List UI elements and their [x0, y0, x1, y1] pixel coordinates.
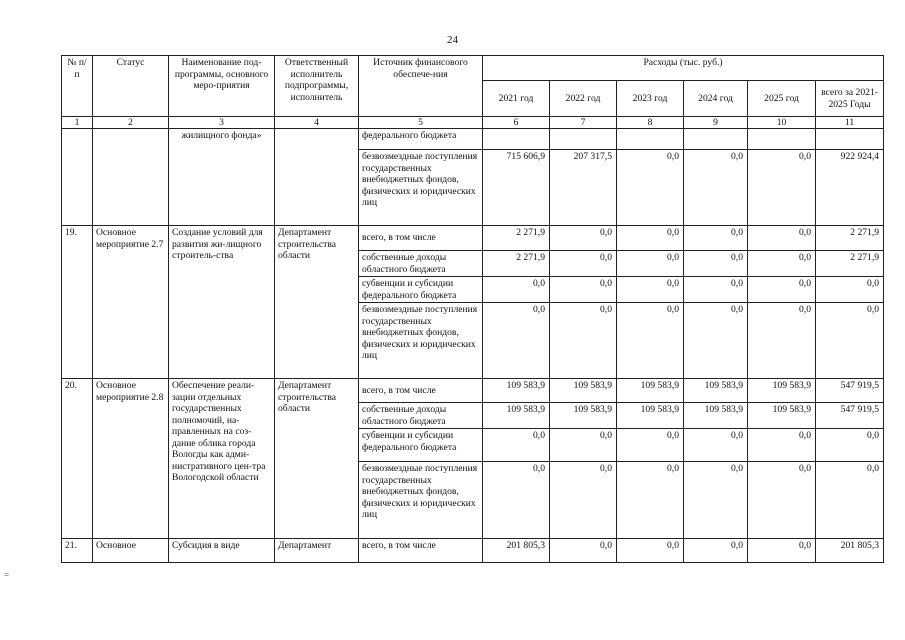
header-year-2022: 2022 год [550, 81, 617, 117]
cell-value: 207 317,5 [550, 150, 617, 226]
cell-value: 0,0 [617, 539, 684, 563]
table-row [62, 379, 884, 403]
cell-source: федерального бюджета [359, 129, 483, 150]
header-total: всего за 2021-2025 Годы [816, 81, 884, 117]
cell-value: 0,0 [816, 303, 884, 379]
cell-value: 0,0 [684, 539, 748, 563]
cell-value: 109 583,9 [483, 379, 550, 403]
cell-value: 0,0 [550, 303, 617, 379]
header-year-2023: 2023 год [617, 81, 684, 117]
cell-value: 109 583,9 [617, 379, 684, 403]
cell-value: 0,0 [684, 226, 748, 251]
cell-value: 547 919,5 [816, 379, 884, 403]
cell-source: собственные доходы областного бюджета [359, 251, 483, 277]
header-no: № п/п [62, 56, 93, 117]
cell-value: 0,0 [684, 251, 748, 277]
header-status: Статус [93, 56, 169, 117]
table-body [62, 129, 884, 563]
cell-no [62, 129, 93, 226]
cell-source: субвенции и субсидии федерального бюджета [359, 277, 483, 303]
header-year-2021: 2021 год [483, 81, 550, 117]
cell-value: 0,0 [617, 277, 684, 303]
cell-status [93, 129, 169, 226]
cell-value: 0,0 [483, 277, 550, 303]
col-number: 7 [550, 117, 617, 129]
cell-no: 19. [62, 226, 93, 379]
cell-value: 109 583,9 [550, 403, 617, 429]
cell-value: 0,0 [617, 150, 684, 226]
cell-value: 0,0 [617, 429, 684, 462]
cell-no: 21. [62, 539, 93, 563]
cell-value: 109 583,9 [748, 403, 816, 429]
cell-value: 0,0 [748, 462, 816, 539]
cell-value: 109 583,9 [550, 379, 617, 403]
cell-name: Обеспечение реали-зации отдельных государственных полномочий, на-правленных на соз-дание облика города Вологды как адми-нистративного цен-тра Вологодской области [169, 379, 275, 539]
cell-no: 20. [62, 379, 93, 539]
cell-value: 0,0 [550, 539, 617, 563]
cell-value [550, 129, 617, 150]
cell-status: Основное мероприятие 2.8 [93, 379, 169, 539]
table-row [62, 226, 884, 251]
cell-value: 0,0 [748, 429, 816, 462]
table-row [62, 539, 884, 563]
col-number: 5 [359, 117, 483, 129]
cell-value: 0,0 [816, 429, 884, 462]
cell-status: Основное [93, 539, 169, 563]
cell-name: Создание условий для развития жи-лищного строитель-ства [169, 226, 275, 379]
cell-value: 0,0 [617, 251, 684, 277]
cell-name: Субсидия в виде [169, 539, 275, 563]
header-source: Источник финансового обеспече-ния [359, 56, 483, 117]
col-number: 1 [62, 117, 93, 129]
cell-value: 0,0 [748, 251, 816, 277]
col-number: 8 [617, 117, 684, 129]
cell-value: 715 606,9 [483, 150, 550, 226]
cell-value: 2 271,9 [816, 251, 884, 277]
col-number: 3 [169, 117, 275, 129]
cell-value: 0,0 [748, 539, 816, 563]
cell-value: 0,0 [483, 462, 550, 539]
cell-value: 0,0 [550, 251, 617, 277]
cell-value: 0,0 [684, 462, 748, 539]
cell-responsible [275, 129, 359, 226]
cell-value: 109 583,9 [617, 403, 684, 429]
cell-source: субвенции и субсидии федерального бюджета [359, 429, 483, 462]
cell-value: 0,0 [617, 462, 684, 539]
cell-value: 0,0 [483, 429, 550, 462]
cell-source: безвозмездные поступления государственных внебюджетных фондов, физических и юридических лиц [359, 462, 483, 539]
cell-source: всего, в том числе [359, 379, 483, 403]
expenses-table-container [61, 55, 884, 563]
cell-value: 0,0 [684, 303, 748, 379]
cell-value: 0,0 [483, 303, 550, 379]
cell-source: безвозмездные поступления государственных внебюджетных фондов, физических и юридических лиц [359, 150, 483, 226]
cell-value: 0,0 [684, 429, 748, 462]
header-name: Наименование под-программы, основного меро-приятия [169, 56, 275, 117]
cell-value [816, 129, 884, 150]
cell-value: 0,0 [748, 226, 816, 251]
cell-value: 0,0 [748, 277, 816, 303]
cell-name: жилищного фонда» [169, 129, 275, 226]
cell-value: 201 805,3 [483, 539, 550, 563]
cell-value: 0,0 [550, 462, 617, 539]
cell-value: 0,0 [816, 462, 884, 539]
col-number: 2 [93, 117, 169, 129]
cell-value [483, 129, 550, 150]
cell-value: 109 583,9 [684, 379, 748, 403]
cell-value: 109 583,9 [684, 403, 748, 429]
page-number: 24 [447, 34, 458, 46]
cell-value: 0,0 [550, 226, 617, 251]
header-expenses: Расходы (тыс. руб.) [483, 56, 884, 81]
col-number: 9 [684, 117, 748, 129]
col-number: 4 [275, 117, 359, 129]
col-number: 6 [483, 117, 550, 129]
col-number: 11 [816, 117, 884, 129]
cell-value: 2 271,9 [483, 251, 550, 277]
header-responsible: Ответственный исполнитель подпрограммы, исполнитель [275, 56, 359, 117]
cell-value: 2 271,9 [483, 226, 550, 251]
cell-responsible: Департамент строительства области [275, 226, 359, 379]
cell-value: 547 919,5 [816, 403, 884, 429]
cell-value [748, 129, 816, 150]
header-year-2024: 2024 год [684, 81, 748, 117]
header-year-2025: 2025 год [748, 81, 816, 117]
cell-value: 201 805,3 [816, 539, 884, 563]
cell-value: 0,0 [748, 303, 816, 379]
cell-source: всего, в том числе [359, 539, 483, 563]
cell-responsible: Департамент строительства области [275, 379, 359, 539]
cell-responsible: Департамент [275, 539, 359, 563]
cell-source: собственные доходы областного бюджета [359, 403, 483, 429]
cell-value: 109 583,9 [483, 403, 550, 429]
cell-value: 0,0 [550, 429, 617, 462]
cell-value [684, 129, 748, 150]
cell-value: 109 583,9 [748, 379, 816, 403]
margin-mark: = [4, 570, 10, 580]
expenses-table [61, 55, 884, 563]
cell-status: Основное мероприятие 2.7 [93, 226, 169, 379]
cell-value: 0,0 [617, 303, 684, 379]
cell-value: 0,0 [617, 226, 684, 251]
cell-source: всего, в том числе [359, 226, 483, 251]
cell-value: 0,0 [684, 277, 748, 303]
cell-value: 0,0 [684, 150, 748, 226]
cell-value: 2 271,9 [816, 226, 884, 251]
cell-value: 0,0 [550, 277, 617, 303]
cell-source: безвозмездные поступления государственных внебюджетных фондов, физических и юридических лиц [359, 303, 483, 379]
cell-value: 0,0 [748, 150, 816, 226]
cell-value [617, 129, 684, 150]
col-number: 10 [748, 117, 816, 129]
table-row [62, 129, 884, 150]
cell-value: 922 924,4 [816, 150, 884, 226]
cell-value: 0,0 [816, 277, 884, 303]
